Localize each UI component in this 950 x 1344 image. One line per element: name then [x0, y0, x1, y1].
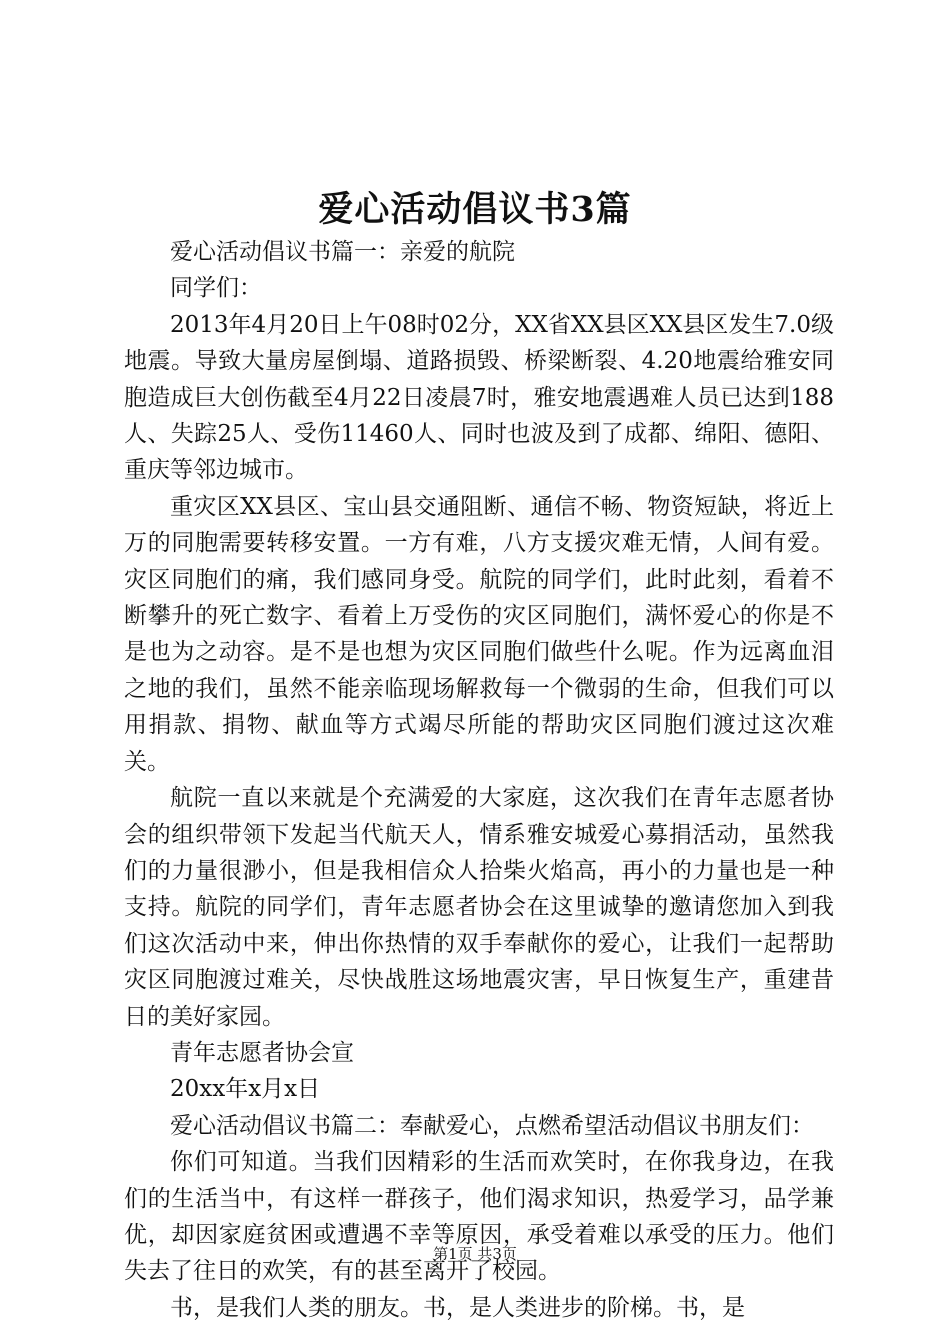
paragraph: 航院一直以来就是个充满爱的大家庭，这次我们在青年志愿者协会的组织带领下发起当代航天人，情系雅安城爱心募捐活动，虽然我们的力量很渺小，但是我相信众人拾柴火焰高，再小的力量也是一种支持。航院的同学们，青年志愿者协会在这里诚挚的邀请您加入到我们这次活动中来，伸出你热情的双手奉献你的爱心，让我们一起帮助灾区同胞渡过难关，尽快战胜这场地震灾害，早日恢复生产，重建昔日的美好家园。	[124, 785, 834, 1030]
paragraph: 你们可知道。当我们因精彩的生活而欢笑时，在你我身边，在我们的生活当中，有这样一群孩子，他们渴求知识，热爱学习，品学兼优，却因家庭贫困或遭遇不幸等原因，承受着难以承受的压力。他们失去了往日的欢笑，有的甚至离开了校园。	[124, 1149, 834, 1285]
paragraph: 2013年4月20日上午08时02分，XX省XX县区XX县区发生7.0级地震。导致大量房屋倒塌、道路损毁、桥梁断裂、4.20地震给雅安同胞造成巨大创伤截至4月22日凌晨7时，雅安地震遇难人员已达到188人、失踪25人、受伤11460人、同时也波及到了成都、绵阳、德阳、重庆等邻边城市。	[124, 311, 834, 484]
paragraph-signature: 青年志愿者协会宣	[170, 1039, 354, 1066]
paragraph-date: 20xx年x月x日	[170, 1076, 321, 1103]
paragraph-heading-1: 爱心活动倡议书篇一：亲爱的航院	[170, 239, 515, 265]
paragraph-salutation-1: 同学们：	[170, 275, 262, 302]
paragraph: 书，是我们人类的朋友。书，是人类进步的阶梯。书，是	[170, 1294, 745, 1321]
document-title: 爱心活动倡议书3篇	[318, 189, 632, 230]
page-number-footer: 第1页 共3页	[433, 1245, 517, 1263]
paragraph-heading-2: 爱心活动倡议书篇二：奉献爱心，点燃希望活动倡议书朋友们：	[170, 1112, 814, 1139]
document-body	[124, 234, 834, 1326]
paragraph: 重灾区XX县区、宝山县交通阻断、通信不畅、物资短缺，将近上万的同胞需要转移安置。一方有难，八方支援灾难无情，人间有爱。灾区同胞们的痛，我们感同身受。航院的同学们，此时此刻，看着不断攀升的死亡数字、看着上万受伤的灾区同胞们，满怀爱心的你是不是也为之动容。是不是也想为灾区同胞们做些什么呢。作为远离血泪之地的我们，虽然不能亲临现场解救每一个微弱的生命，但我们可以用捐款、捐物、献血等方式竭尽所能的帮助灾区同胞们渡过这次难关。	[124, 493, 834, 775]
